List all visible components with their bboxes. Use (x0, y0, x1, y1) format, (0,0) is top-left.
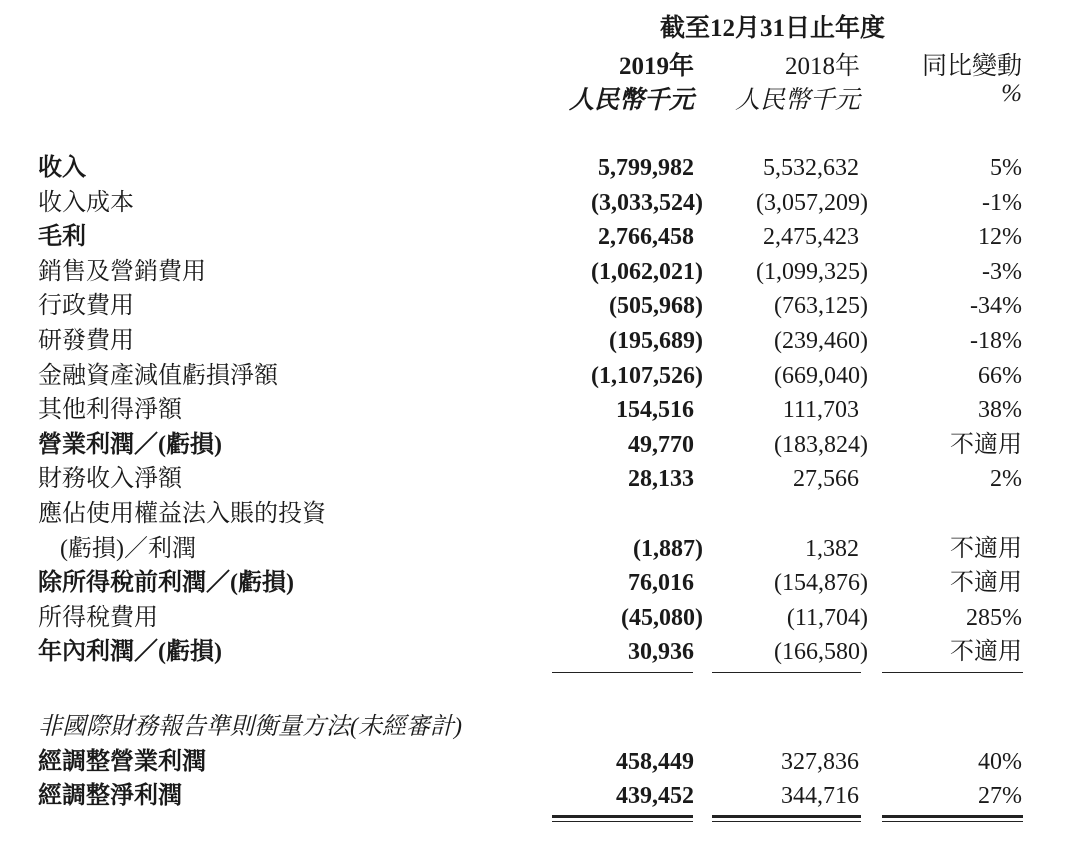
row-label: 財務收入淨額 (38, 466, 182, 493)
value-change: 不適用 (950, 570, 1022, 597)
value-2019: (3,033,524) (591, 189, 703, 216)
row-label: 經調整營業利潤 (38, 748, 206, 775)
value-2019: 458,449 (616, 748, 694, 775)
value-change: 2% (990, 466, 1022, 493)
value-2018: 2,475,423 (763, 224, 859, 251)
table-row (0, 601, 1080, 636)
table-row (0, 497, 1080, 532)
double-underline-2019 (552, 815, 693, 818)
table-row (0, 151, 1080, 186)
underline-2019 (552, 672, 693, 673)
table-row (0, 428, 1080, 463)
value-2019: 439,452 (616, 783, 694, 810)
non-ifrs-section (0, 710, 1080, 814)
value-2019: (1,062,021) (591, 258, 703, 285)
table-row (0, 359, 1080, 394)
row-label: 收入成本 (38, 189, 134, 216)
value-change: 38% (978, 397, 1022, 424)
col-header-change: 同比變動 (921, 53, 1022, 80)
row-label: 研發費用 (38, 327, 134, 354)
value-2018: (3,057,209) (756, 189, 868, 216)
non-ifrs-title: 非國際財務報告準則衡量方法(未經審計) (38, 714, 462, 740)
col-header-2019: 2019年 (618, 53, 694, 80)
value-2019: 2,766,458 (598, 224, 694, 251)
value-2019: 49,770 (628, 431, 694, 458)
value-2018: 344,716 (781, 783, 859, 810)
value-change: 不適用 (950, 639, 1022, 666)
value-2019: (1,887) (633, 535, 703, 562)
row-label: 其他利得淨額 (38, 397, 182, 424)
value-change: 5% (990, 155, 1022, 181)
value-change: -1% (982, 189, 1022, 216)
value-change: -18% (970, 327, 1022, 354)
row-label: 應佔使用權益法入賬的投資 (38, 500, 326, 527)
value-2018: (669,040) (774, 362, 868, 389)
value-2018: (11,704) (786, 604, 868, 631)
period-header: 截至12月31日止年度 (660, 15, 886, 42)
value-change: 不適用 (950, 535, 1022, 562)
double-underline-2018 (712, 815, 861, 818)
row-label: 行政費用 (38, 293, 134, 320)
underline-2018 (712, 672, 861, 673)
income-statement-table (0, 151, 1080, 670)
value-2018: (1,099,325) (756, 258, 868, 285)
value-2018: 327,836 (781, 748, 859, 775)
value-2019: 154,516 (616, 397, 694, 424)
value-change: 不適用 (950, 431, 1022, 458)
unit-2018: 人民幣千元 (734, 87, 860, 114)
value-change: 27% (978, 783, 1022, 810)
table-row (0, 566, 1080, 601)
double-underline-change (882, 815, 1023, 818)
value-2019: 30,936 (628, 639, 694, 666)
value-2018: 27,566 (793, 466, 859, 493)
table-row (0, 393, 1080, 428)
value-change: 285% (966, 604, 1022, 631)
value-2019: 5,799,982 (598, 155, 694, 181)
value-change: -3% (982, 258, 1022, 285)
unit-change: % (1001, 80, 1022, 107)
row-label: 毛利 (38, 224, 86, 251)
row-label: 經調整淨利潤 (38, 783, 182, 810)
table-row (0, 255, 1080, 290)
table-row (0, 220, 1080, 255)
table-row (0, 532, 1080, 567)
row-label: 營業利潤／(虧損) (38, 431, 222, 458)
value-2018: (239,460) (774, 327, 868, 354)
col-header-2018: 2018年 (784, 53, 860, 80)
value-2019: (1,107,526) (591, 362, 703, 389)
value-2018: (183,824) (774, 431, 868, 458)
double-underline-2019-thin (552, 821, 693, 822)
value-2018: 111,703 (782, 397, 859, 424)
table-row (0, 779, 1080, 814)
value-2019: (45,080) (621, 604, 703, 631)
value-change: -34% (970, 293, 1022, 320)
row-label: 年內利潤／(虧損) (38, 639, 222, 666)
unit-2019: 人民幣千元 (568, 87, 694, 114)
table-row (0, 462, 1080, 497)
value-2018: (154,876) (774, 570, 868, 597)
value-2019: (195,689) (609, 327, 703, 354)
row-label: 銷售及營銷費用 (38, 258, 206, 285)
value-2018: (763,125) (774, 293, 868, 320)
double-underline-change-thin (882, 821, 1023, 822)
row-label: 所得稅費用 (38, 604, 158, 631)
row-label: 金融資產減值虧損淨額 (38, 362, 278, 389)
row-label: 收入 (38, 155, 86, 181)
underline-change (882, 672, 1023, 673)
row-label: 除所得稅前利潤／(虧損) (38, 570, 294, 597)
value-2019: (505,968) (609, 293, 703, 320)
double-underline-2018-thin (712, 821, 861, 822)
table-row (0, 186, 1080, 221)
value-2019: 76,016 (628, 570, 694, 597)
table-row (0, 635, 1080, 670)
value-2019: 28,133 (628, 466, 694, 493)
value-2018: (166,580) (774, 639, 868, 666)
value-2018: 5,532,632 (763, 155, 859, 181)
value-change: 12% (978, 224, 1022, 251)
table-row (0, 324, 1080, 359)
table-row (0, 289, 1080, 324)
table-row (0, 745, 1080, 780)
value-change: 66% (978, 362, 1022, 389)
row-label: (虧損)／利潤 (60, 535, 196, 562)
value-2018: 1,382 (805, 535, 859, 562)
value-change: 40% (978, 748, 1022, 775)
